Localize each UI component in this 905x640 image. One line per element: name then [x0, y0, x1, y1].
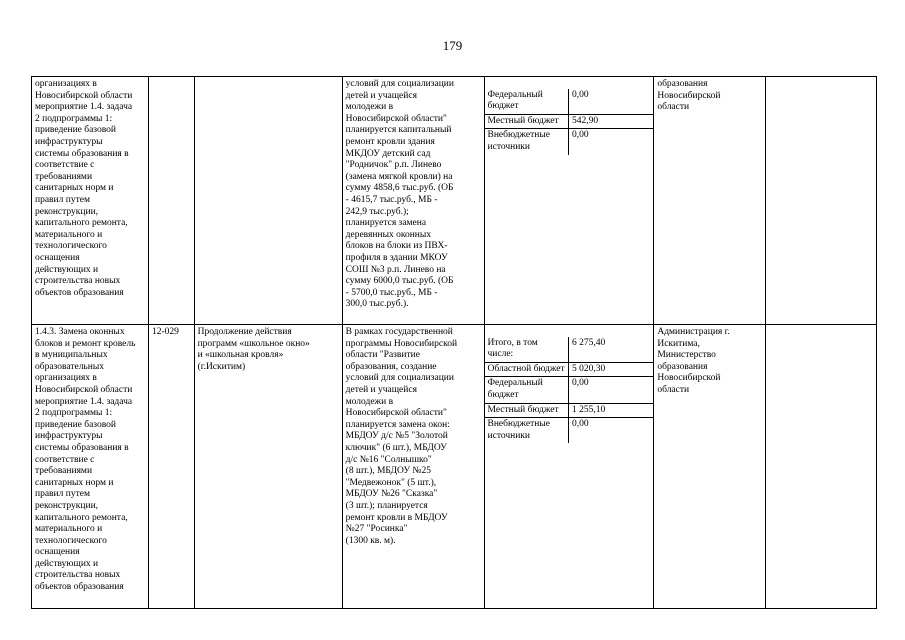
financing-row: [485, 418, 654, 444]
financing-amount: 6 275,40: [569, 337, 654, 363]
executor-cell: Администрация г. Искитима, Министерство образования Новосибирской области: [654, 325, 766, 609]
financing-row: [485, 362, 654, 377]
table-row: [32, 77, 877, 325]
measure-title-cell: [194, 77, 342, 325]
financing-source: Федеральный бюджет: [485, 89, 569, 115]
measure-title-cell: Продолжение действия программ «школьное окно» и «школьная кровля» (г.Искитим): [194, 325, 342, 609]
financing-source: Местный бюджет: [485, 403, 569, 418]
financing-table: [485, 89, 654, 155]
financing-cell: [484, 325, 654, 609]
financing-row: [485, 403, 654, 418]
financing-row: [485, 377, 654, 403]
financing-row: [485, 129, 654, 155]
financing-amount: 0,00: [572, 419, 589, 430]
financing-source: Внебюджетные источники: [485, 129, 569, 155]
financing-source: Итого, в том числе:: [485, 337, 569, 363]
measure-name-cell: организациях в Новосибирской области мероприятие 1.4. задача 2 подпрограммы 1: приведение базовой инфраструктуры системы образования в соответствие с требованиями санитарных норм и правил путем реконструкции, капитального ремонта, материального и технологического оснащения действующих и строительства новых объектов образования: [32, 77, 149, 325]
financing-amount: 0,00: [569, 89, 654, 115]
measure-name-cell: 1.4.3. Замена оконных блоков и ремонт кровель в муниципальных образовательных организациях в Новосибирской области мероприятие 1.4. задача 2 подпрограммы 1: приведение базовой инфраструктуры системы образования в соответствие с требованиями санитарных норм и правил путем реконструкции, капитального ремонта, материального и технологического оснащения действующих и строительства новых объектов образования: [32, 325, 149, 609]
program-table: [31, 76, 877, 609]
financing-row: [485, 114, 654, 129]
note-cell: [766, 325, 877, 609]
financing-table: [485, 337, 654, 444]
financing-source: Областной бюджет: [485, 362, 569, 377]
executor-cell: образования Новосибирской области: [654, 77, 766, 325]
note-cell: [766, 77, 877, 325]
table-row: [32, 325, 877, 609]
code-cell: 12-029: [149, 325, 195, 609]
financing-row: [485, 89, 654, 115]
code-cell: [149, 77, 195, 325]
financing-amount: 1 255,10: [569, 403, 654, 418]
description-cell: условий для социализации детей и учащейся молодежи в Новосибирской области" планируется капитальный ремонт кровли здания МКДОУ детский сад "Родничок" р.п. Линево (замена мягкой кровли) на сумму 4858,6 тыс.руб. (ОБ - 4615,7 тыс.руб., МБ - 242,9 тыс.руб.); планируется замена деревянных оконных блоков на блоки из ПВХ- профиля в здании МКОУ СОШ №3 р.п. Линево на сумму 6000,0 тыс.руб. (ОБ - 5700,0 тыс.руб., МБ - 300,0 тыс.руб.).: [342, 77, 484, 325]
financing-amount: 542,90: [569, 114, 654, 129]
financing-row: [485, 337, 654, 363]
financing-amount: 0,00: [572, 130, 589, 141]
financing-source: Федеральный бюджет: [485, 377, 569, 403]
page-number: 179: [442, 38, 463, 53]
financing-source: Внебюджетные источники: [485, 418, 569, 444]
financing-source: Местный бюджет: [485, 114, 569, 129]
financing-cell: [484, 77, 654, 325]
financing-amount: 0,00: [569, 377, 654, 403]
description-cell: В рамках государственной программы Новосибирской области "Развитие образования, создание условий для социализации детей и учащейся молодежи в Новосибирской области" планируется замена окон: МБДОУ д/с №5 "Золотой ключик" (6 шт.), МБДОУ д/с №16 "Солнышко" (8 шт.), МБДОУ №25 "Медвежонок" (5 шт.), МБДОУ №26 "Сказка" (3 шт.); планируется ремонт кровли в МБДОУ №27 "Росинка" (1300 кв. м).: [342, 325, 484, 609]
financing-amount: 5 020,30: [569, 362, 654, 377]
